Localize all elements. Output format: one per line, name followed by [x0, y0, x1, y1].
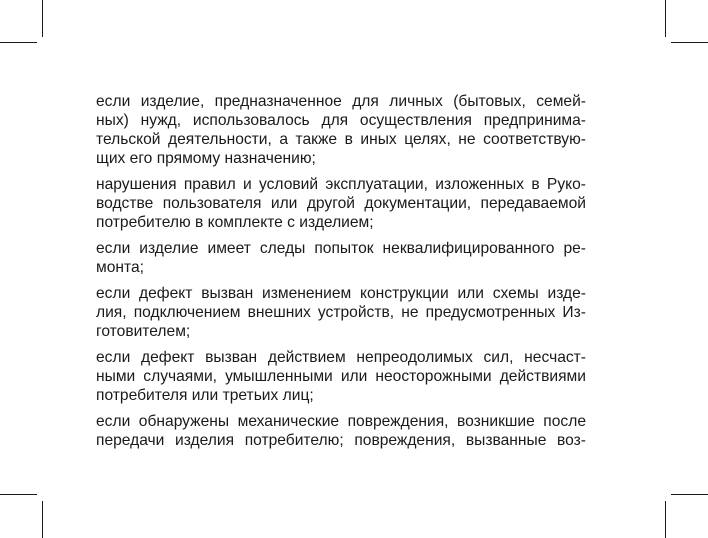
crop-mark-top-left-vertical [42, 0, 43, 37]
paragraph-5 [96, 348, 586, 405]
crop-mark-top-right-horizontal [671, 42, 708, 43]
text-line: нарушения правил и условий эксплуатации, изложенных в Руко- [96, 176, 586, 193]
text-line: передачи изделия потребителю; повреждения, вызванные воз- [96, 432, 586, 449]
text-line: лия, подключением внешних устройств, не предусмотренных Из- [96, 304, 586, 321]
text-line: потребителя или третьих лиц; [96, 387, 314, 404]
text-line: если дефект вызван изменением конструкции или схемы изде- [96, 285, 586, 302]
document-body [96, 92, 586, 457]
text-line: если изделие, предназначенное для личных (бытовых, семей- [96, 93, 586, 110]
crop-mark-bottom-right-horizontal [671, 494, 708, 495]
crop-mark-top-left-horizontal [0, 42, 37, 43]
crop-mark-top-right-vertical [665, 0, 666, 37]
text-line: ных) нужд, использовалось для осуществления предпринима- [96, 112, 586, 129]
paragraph-6 [96, 412, 586, 450]
crop-mark-bottom-right-vertical [665, 501, 666, 538]
text-line: готовителем; [96, 323, 191, 340]
crop-mark-bottom-left-horizontal [0, 494, 37, 495]
text-line: щих его прямому назначению; [96, 150, 316, 167]
paragraph-4 [96, 284, 586, 341]
text-line: если дефект вызван действием непреодолимых сил, несчаст- [96, 349, 586, 366]
text-line: тельской деятельности, а также в иных целях, не соответствую- [96, 131, 586, 148]
text-line: потребителю в комплекте с изделием; [96, 214, 374, 231]
paragraph-1 [96, 92, 586, 168]
text-line: водстве пользователя или другой документации, передаваемой [96, 195, 586, 212]
paragraph-2 [96, 175, 586, 232]
crop-mark-bottom-left-vertical [42, 501, 43, 538]
text-line: если обнаружены механические повреждения, возникшие после [96, 413, 586, 430]
text-line: монта; [96, 259, 144, 276]
text-line: если изделие имеет следы попыток неквалифицированного ре- [96, 240, 586, 257]
text-line: ными случаями, умышленными или неосторожными действиями [96, 368, 586, 385]
paragraph-3 [96, 239, 586, 277]
